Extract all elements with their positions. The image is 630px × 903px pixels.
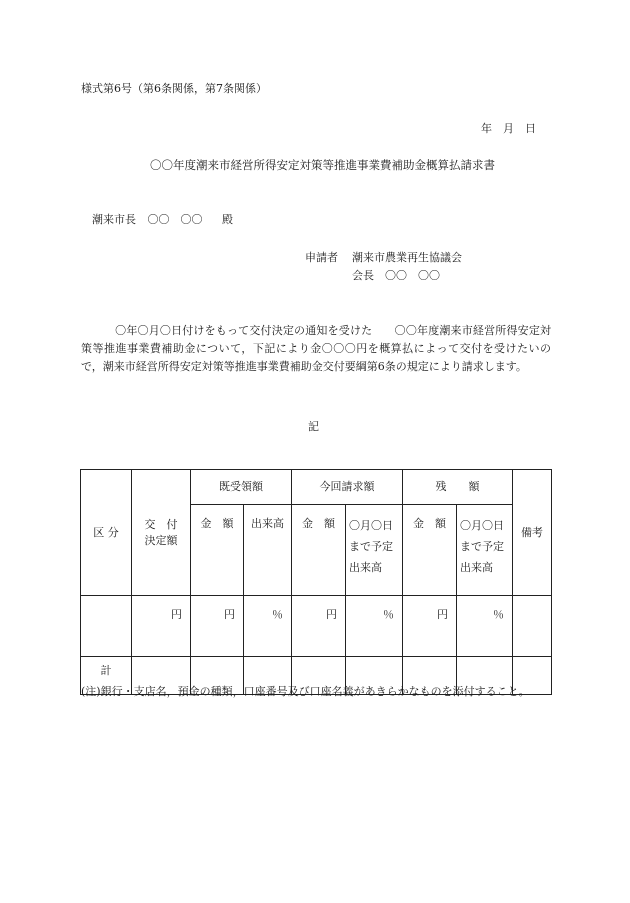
- cell-received-unit: 円: [191, 596, 244, 657]
- ki-heading: 記: [308, 420, 319, 433]
- cell-received-progress-unit: ％: [244, 596, 292, 657]
- header-received: 既受領額: [191, 470, 292, 505]
- body-paragraph: [81, 322, 551, 376]
- date-line: 年 月 日: [481, 122, 536, 135]
- form-number: 様式第6号（第6条関係，第7条関係）: [81, 82, 267, 95]
- sub-remaining-amount: 金 額: [403, 505, 457, 596]
- addressee-title: 潮来市長: [92, 213, 136, 226]
- sub-received-amount: 金 額: [191, 505, 244, 596]
- addressee-name: 〇〇 〇〇: [147, 213, 203, 226]
- sub-received-progress: 出来高: [244, 505, 292, 596]
- cell-remaining-unit: 円: [403, 596, 457, 657]
- cell-category: [81, 596, 132, 657]
- sub-current-scheduled: 〇月〇日 まで予定 出来高: [346, 505, 403, 596]
- addressee-honorific: 殿: [222, 213, 233, 226]
- body-text: 〇年〇月〇日付けをもって交付決定の通知を受けた 〇〇年度潮来市経営所得安定対策等推進事業費補助金について，下記により金〇〇〇円を概算払によって交付を受けたいので，潮来市経営所得安定対策等推進事業費補助金交付要綱第6条の規定により請求します。: [81, 324, 551, 373]
- document-title: 〇〇年度潮来市経営所得安定対策等推進事業費補助金概算払請求書: [150, 158, 495, 172]
- cell-remaining-progress-unit: ％: [457, 596, 513, 657]
- cell-current-unit: 円: [292, 596, 346, 657]
- cell-remarks: [513, 596, 552, 657]
- header-remaining: 残 額: [403, 470, 513, 505]
- claim-table: [80, 469, 552, 695]
- header-current-claim: 今回請求額: [292, 470, 403, 505]
- cell-current-progress-unit: ％: [346, 596, 403, 657]
- cell-decision-unit: 円: [132, 596, 191, 657]
- header-decision-amount: 交 付 決定額: [132, 470, 191, 596]
- sub-remaining-scheduled: 〇月〇日 まで予定 出来高: [457, 505, 513, 596]
- addressee: [92, 211, 233, 227]
- applicant-organization: 潮来市農業再生協議会: [352, 251, 462, 264]
- header-category: 区 分: [81, 470, 132, 596]
- sub-current-amount: 金 額: [292, 505, 346, 596]
- header-remarks: 備考: [513, 470, 552, 596]
- footnote: (注)銀行・支店名，預金の種類，口座番号及び口座名義があきらかなものを添付すること。: [81, 685, 530, 698]
- applicant-label: 申請者: [305, 251, 338, 264]
- applicant-chair: 会長 〇〇 〇〇: [352, 269, 440, 282]
- total-label: 計: [81, 657, 132, 695]
